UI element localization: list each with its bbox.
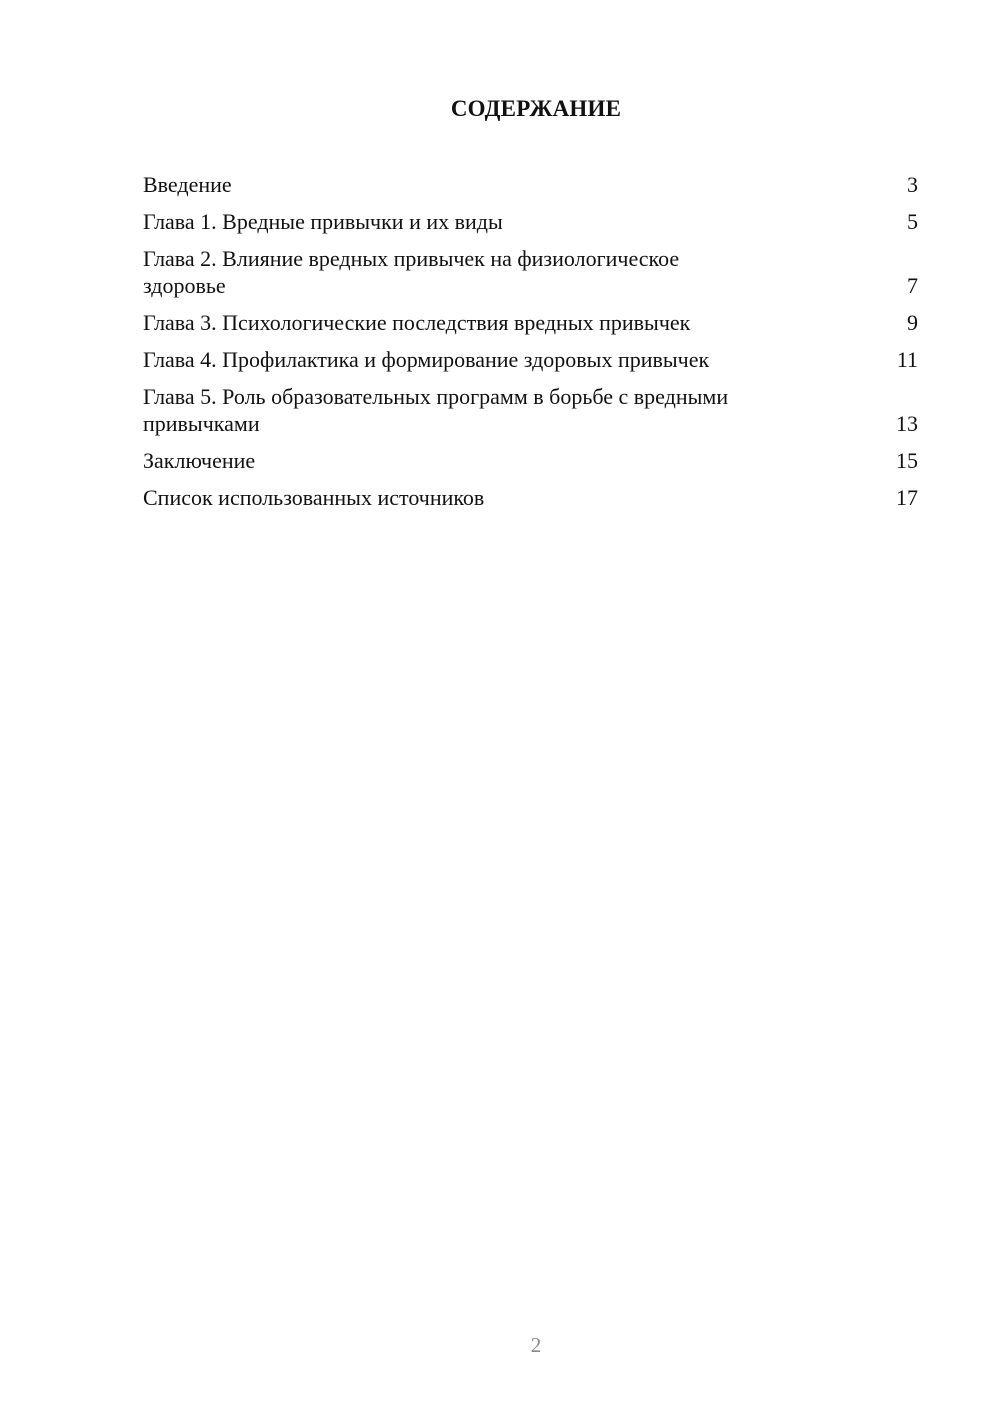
toc-entry-page: 5 (907, 209, 918, 234)
toc-entry-title: Список использованных источников (143, 485, 485, 510)
toc-entry-references (143, 484, 918, 511)
toc-entry-page: 17 (896, 485, 918, 510)
toc-entry-page: 11 (896, 347, 918, 372)
toc-entry-chapter-1 (143, 208, 918, 235)
table-of-contents (143, 171, 918, 521)
toc-entry-title: Глава 4. Профилактика и формирование здоровых привычек (143, 347, 710, 372)
toc-entry-chapter-5 (143, 383, 918, 437)
toc-entry-page: 7 (907, 273, 918, 298)
toc-entry-title: Глава 2. Влияние вредных привычек на физиологическое здоровье (143, 246, 680, 298)
toc-entry-chapter-4 (143, 346, 918, 373)
toc-entry-introduction (143, 171, 918, 198)
toc-entry-page: 9 (907, 310, 918, 335)
toc-entry-page: 13 (896, 411, 918, 436)
page-title: СОДЕРЖАНИЕ (450, 96, 622, 121)
toc-entry-chapter-2 (143, 245, 918, 299)
toc-entry-title: Глава 5. Роль образовательных программ в борьбе с вредными привычками (143, 384, 729, 436)
toc-entry-title: Заключение (143, 448, 256, 473)
toc-entry-chapter-3 (143, 309, 918, 336)
toc-entry-title: Глава 1. Вредные привычки и их виды (143, 209, 503, 234)
page-number: 2 (530, 1333, 542, 1357)
toc-entry-page: 3 (907, 172, 918, 197)
toc-entry-title: Глава 3. Психологические последствия вредных привычек (143, 310, 691, 335)
toc-entry-page: 15 (896, 448, 918, 473)
toc-entry-conclusion (143, 447, 918, 474)
toc-entry-title: Введение (143, 172, 232, 197)
